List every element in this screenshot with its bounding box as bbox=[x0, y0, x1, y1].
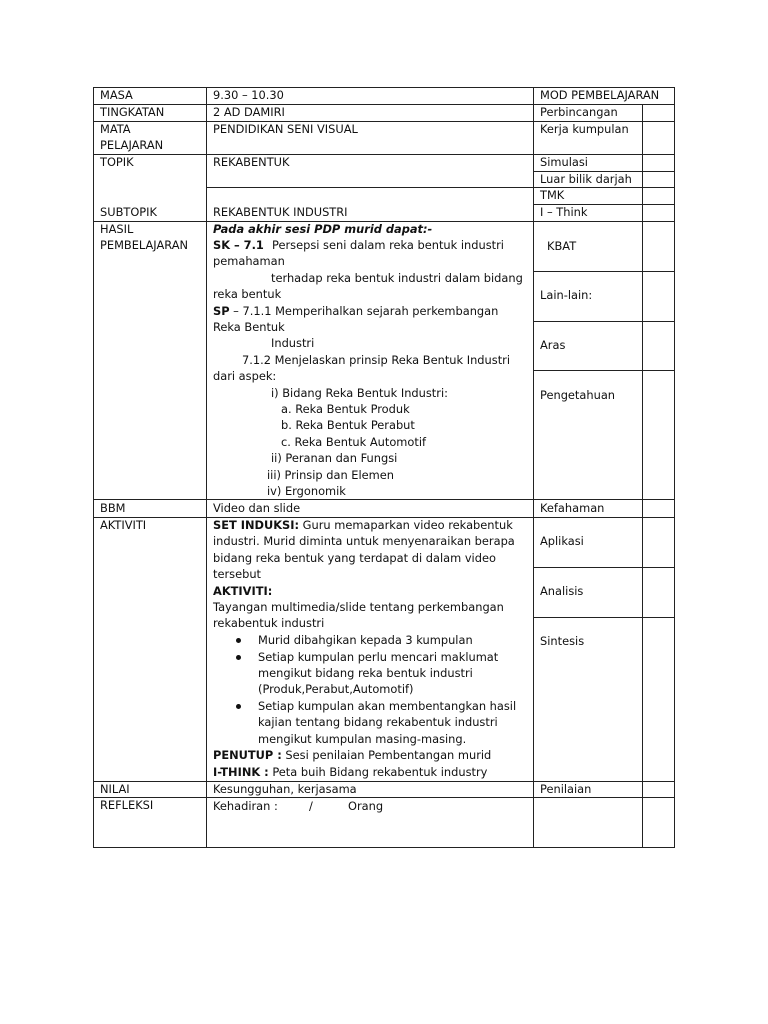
border-right bbox=[674, 87, 675, 848]
sp-text: – 7.1.1 Memperihalkan sejarah perkembangan bbox=[229, 304, 499, 318]
aspek-item: a. Reka Bentuk Produk bbox=[281, 402, 410, 416]
aspek-item: c. Reka Bentuk Automotif bbox=[281, 435, 427, 449]
label-bbm: BBM bbox=[100, 501, 126, 515]
kbat-label: KBAT bbox=[547, 239, 577, 253]
set-induksi-line-4: tersebut bbox=[213, 567, 262, 581]
label-masa: MASA bbox=[100, 88, 133, 102]
mod-i-think: I – Think bbox=[540, 205, 588, 219]
right-row-line bbox=[533, 617, 675, 618]
value-topik: REKABENTUK bbox=[213, 155, 290, 169]
border-left bbox=[93, 87, 94, 848]
ithink-text: Peta buih Bidang rekabentuk industry bbox=[268, 765, 488, 779]
bullet-text: mengikut bidang reka bentuk industri bbox=[258, 666, 473, 680]
value-mata-pelajaran: PENDIDIKAN SENI VISUAL bbox=[213, 122, 358, 136]
kehadiran-slash: / bbox=[309, 799, 313, 813]
aspek-item: iii) Prinsip dan Elemen bbox=[267, 468, 394, 482]
sk-text: Persepsi seni dalam reka bentuk industri bbox=[272, 238, 504, 252]
bullet-icon bbox=[236, 655, 241, 660]
aras-label: Aras bbox=[540, 338, 566, 352]
ithink-label: I-THINK : bbox=[213, 765, 269, 779]
right-row-line bbox=[533, 517, 675, 518]
label-aktiviti: AKTIVITI bbox=[100, 518, 147, 532]
col-divider-2 bbox=[533, 87, 534, 848]
sk-line-3: terhadap reka bentuk industri dalam bidang bbox=[271, 271, 523, 285]
label-subtopik: SUBTOPIK bbox=[100, 205, 158, 219]
value-masa: 9.30 – 10.30 bbox=[213, 88, 284, 102]
right-row-line bbox=[533, 567, 675, 568]
penutup-line bbox=[213, 747, 491, 763]
right-row-line bbox=[533, 221, 675, 222]
lesson-plan-table bbox=[93, 87, 675, 848]
label-pelajaran: PELAJARAN bbox=[100, 138, 164, 152]
set-induksi-line-1 bbox=[213, 517, 513, 533]
sp-line-2: Reka Bentuk bbox=[213, 320, 285, 334]
bullet-icon bbox=[236, 638, 241, 643]
sk-code: SK – 7.1 bbox=[213, 238, 264, 252]
bullet-text: (Produk,Perabut,Automotif) bbox=[258, 682, 414, 696]
aras-kefahaman: Kefahaman bbox=[540, 501, 605, 515]
aspek-item: i) Bidang Reka Bentuk Industri: bbox=[271, 386, 448, 400]
right-row-line bbox=[533, 271, 675, 272]
label-tingkatan: TINGKATAN bbox=[100, 105, 165, 119]
sp-line-3: Industri bbox=[271, 336, 315, 350]
bullet-text: mengikut kumpulan masing-masing. bbox=[258, 732, 467, 746]
value-subtopik: REKABENTUK INDUSTRI bbox=[213, 205, 348, 219]
sp-line-5: dari aspek: bbox=[213, 369, 277, 383]
sk-line-2: pemahaman bbox=[213, 254, 285, 268]
kehadiran-label: Kehadiran : bbox=[213, 799, 278, 813]
penutup-text: Sesi penilaian Pembentangan murid bbox=[281, 748, 492, 762]
aras-analisis: Analisis bbox=[540, 584, 584, 598]
label-mata: MATA bbox=[100, 122, 131, 136]
aras-pengetahuan: Pengetahuan bbox=[540, 388, 616, 402]
aras-sintesis: Sintesis bbox=[540, 634, 585, 648]
lain-lain-label: Lain-lain: bbox=[540, 288, 593, 302]
value-tingkatan: 2 AD DAMIRI bbox=[213, 105, 285, 119]
aktiviti-line-2: rekabentuk industri bbox=[213, 616, 325, 630]
bullet-text: Setiap kumpulan perlu mencari maklumat bbox=[258, 650, 499, 664]
mod-simulasi: Simulasi bbox=[540, 155, 588, 169]
right-row-line bbox=[533, 321, 675, 322]
mod-pembelajaran-header: MOD PEMBELAJARAN bbox=[540, 88, 660, 102]
row-line bbox=[93, 154, 534, 155]
border-bottom bbox=[93, 847, 675, 848]
aktiviti-label: AKTIVITI: bbox=[213, 584, 273, 598]
hasil-intro: Pada akhir sesi PDP murid dapat:- bbox=[213, 222, 433, 236]
bullet-text: Murid dibahgikan kepada 3 kumpulan bbox=[258, 633, 473, 647]
label-hasil: HASIL bbox=[100, 222, 134, 236]
aras-penilaian: Penilaian bbox=[540, 782, 592, 796]
set-induksi-label: SET INDUKSI: bbox=[213, 518, 300, 532]
aktiviti-line-1: Tayangan multimedia/slide tentang perkembangan bbox=[213, 600, 504, 614]
ithink-line bbox=[213, 764, 487, 780]
label-refleksi: REFLEKSI bbox=[100, 798, 154, 812]
label-nilai: NILAI bbox=[100, 782, 130, 796]
set-induksi-text: Guru memaparkan video rekabentuk bbox=[299, 518, 513, 532]
penutup-label: PENUTUP : bbox=[213, 748, 282, 762]
label-pembelajaran: PEMBELAJARAN bbox=[100, 238, 189, 252]
sp-line-4: 7.1.2 Menjelaskan prinsip Reka Bentuk Industri bbox=[242, 353, 511, 367]
aspek-item: iv) Ergonomik bbox=[267, 484, 346, 498]
set-induksi-line-2: industri. Murid diminta untuk menyenaraikan berapa bbox=[213, 534, 515, 548]
set-induksi-line-3: bidang reka bentuk yang terdapat di dalam video bbox=[213, 551, 496, 565]
col-divider-1 bbox=[206, 87, 207, 848]
sp-line-1 bbox=[213, 303, 498, 319]
aspek-item: ii) Peranan dan Fungsi bbox=[271, 451, 398, 465]
mod-tmk: TMK bbox=[540, 188, 565, 202]
mod-perbincangan: Perbincangan bbox=[540, 105, 618, 119]
label-topik: TOPIK bbox=[100, 155, 134, 169]
bullet-text: Setiap kumpulan akan membentangkan hasil bbox=[258, 699, 517, 713]
sp-code: SP bbox=[213, 304, 230, 318]
sk-line-4: reka bentuk bbox=[213, 287, 282, 301]
kehadiran-orang: Orang bbox=[348, 799, 384, 813]
value-nilai: Kesungguhan, kerjasama bbox=[213, 782, 357, 796]
col-divider-3 bbox=[642, 104, 643, 848]
right-row-line bbox=[533, 370, 675, 371]
value-bbm: Video dan slide bbox=[213, 501, 301, 515]
bullet-icon bbox=[236, 704, 241, 709]
mod-kerja-kumpulan: Kerja kumpulan bbox=[540, 122, 629, 136]
mod-luar-bilik-darjah: Luar bilik darjah bbox=[540, 172, 632, 186]
bullet-text: kajian tentang bidang rekabentuk industri bbox=[258, 715, 498, 729]
aspek-item: b. Reka Bentuk Perabut bbox=[281, 418, 415, 432]
aras-aplikasi: Aplikasi bbox=[540, 534, 584, 548]
topik-split-line bbox=[206, 187, 534, 188]
